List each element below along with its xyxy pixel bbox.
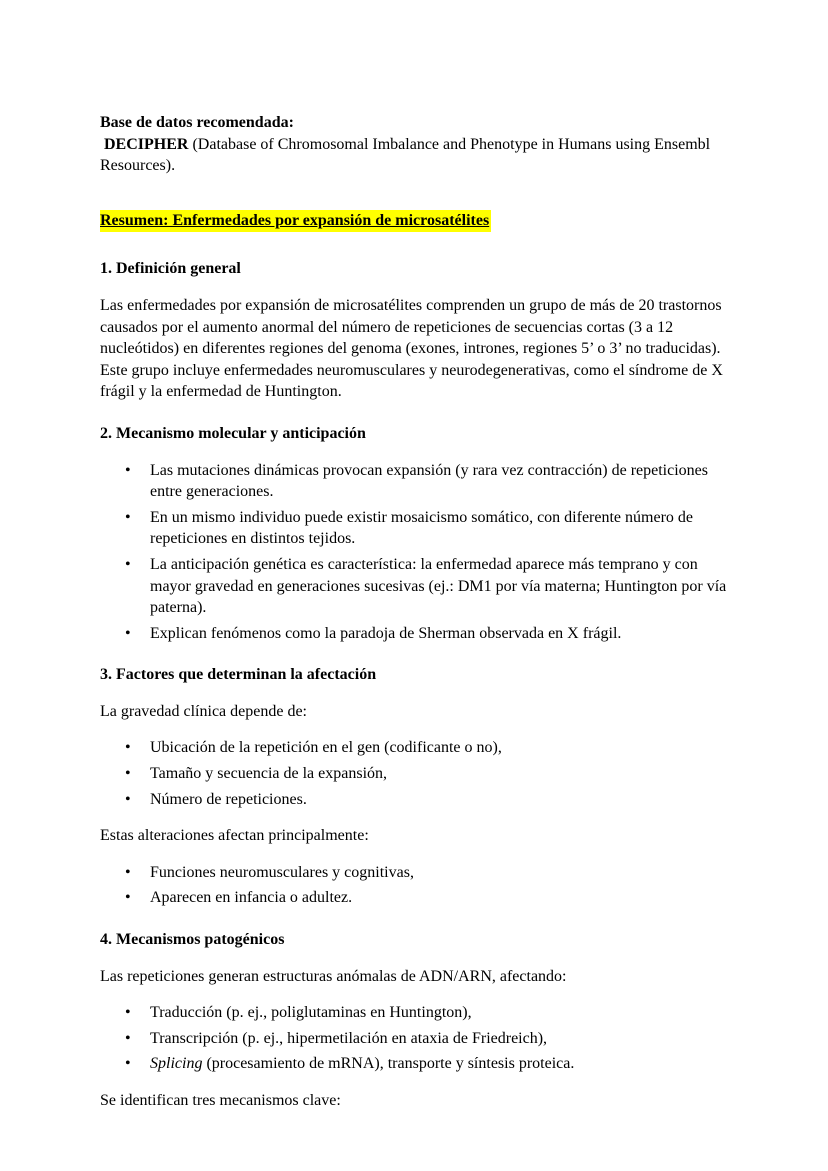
list-item [125, 763, 728, 785]
bullet-marker: • [125, 863, 131, 881]
bullet-marker: • [125, 555, 131, 573]
list-item [125, 862, 728, 884]
bullet-marker: • [125, 508, 131, 526]
list-item [125, 507, 728, 550]
section-2-list [100, 460, 728, 645]
list-item [125, 1028, 728, 1050]
list-item-text: Tamaño y secuencia de la expansión, [150, 765, 388, 783]
list-item-text: La anticipación genética es característica: la enfermedad aparece más temprano y con mayor gravedad en generaciones sucesivas (ej.: DM1 por vía materna; Huntington por vía paterna). [150, 555, 727, 617]
section-2-heading: 2. Mecanismo molecular y anticipación [100, 424, 366, 442]
list-item [125, 554, 728, 619]
list-item-text [150, 1053, 728, 1075]
list-item [125, 789, 728, 811]
section-1-heading: 1. Definición general [100, 260, 241, 278]
bullet-marker: • [125, 461, 131, 479]
db-description: (Database of Chromosomal Imbalance and Phenotype in Humans using Ensembl Resources). [100, 135, 711, 175]
section-3-heading: 3. Factores que determinan la afectación [100, 666, 377, 684]
decipher-term: DECIPHER [100, 135, 189, 153]
section-4-outro: Se identifican tres mecanismos clave: [100, 1092, 341, 1109]
splicing-term: Splicing [150, 1055, 203, 1073]
bullet-marker: • [125, 889, 131, 907]
list-item-text: En un mismo individuo puede existir mosaicismo somático, con diferente número de repeticiones en distintos tejidos. [150, 508, 693, 548]
list-item-text: Funciones neuromusculares y cognitivas, [150, 863, 414, 881]
list-item-text: Número de repeticiones. [150, 790, 307, 808]
splicing-rest: (procesamiento de mRNA), transporte y síntesis proteica. [202, 1055, 575, 1073]
bullet-marker: • [125, 1029, 131, 1047]
section-3-list [100, 737, 728, 810]
list-item [125, 1002, 728, 1024]
bullet-marker: • [125, 624, 131, 642]
section-4-list [100, 1002, 728, 1075]
bullet-marker: • [125, 765, 131, 783]
bullet-marker: • [125, 1004, 131, 1022]
section-3-intro: La gravedad clínica depende de: [100, 702, 307, 720]
bullet-marker: • [125, 790, 131, 808]
section-3-intro-2: Estas alteraciones afectan principalmente: [100, 827, 369, 845]
list-item-text: Transcripción (p. ej., hipermetilación en ataxia de Friedreich), [150, 1029, 548, 1047]
list-item-text: Explican fenómenos como la paradoja de Sherman observada en X frágil. [150, 624, 622, 642]
section-1-paragraph: Las enfermedades por expansión de microsatélites comprenden un grupo de más de 20 trastornos causados por el aumento anormal del número de repeticiones de secuencias cortas (3 a 12 nucleótidos) en diferentes regiones del genoma (exones, intrones, regiones 5’ o 3’ no traducidas). Este grupo incluye enfermedades neuromusculares y neurodegenerativas, como el síndrome de X frágil y la enfermedad de Huntington. [100, 296, 723, 401]
bullet-marker: • [125, 1055, 131, 1073]
summary-title-highlight: Resumen: Enfermedades por expansión de microsatélites [100, 210, 491, 233]
list-item [125, 737, 728, 759]
list-item [125, 623, 728, 645]
section-4-heading: 4. Mecanismos patogénicos [100, 931, 285, 949]
list-item [125, 887, 728, 909]
list-item [125, 1053, 728, 1075]
list-item-text: Ubicación de la repetición en el gen (codificante o no), [150, 739, 502, 757]
bullet-marker: • [125, 739, 131, 757]
db-recommendation-paragraph [100, 112, 728, 177]
db-heading-text: Base de datos recomendada: [100, 114, 294, 131]
section-4-intro: Las repeticiones generan estructuras anómalas de ADN/ARN, afectando: [100, 967, 567, 985]
list-item-text: Aparecen en infancia o adultez. [150, 889, 353, 907]
section-3-list-2 [100, 862, 728, 909]
list-item-text: Traducción (p. ej., poliglutaminas en Huntington), [150, 1004, 472, 1022]
list-item-text: Las mutaciones dinámicas provocan expansión (y rara vez contracción) de repeticiones entre generaciones. [150, 461, 708, 501]
list-item [125, 460, 728, 503]
